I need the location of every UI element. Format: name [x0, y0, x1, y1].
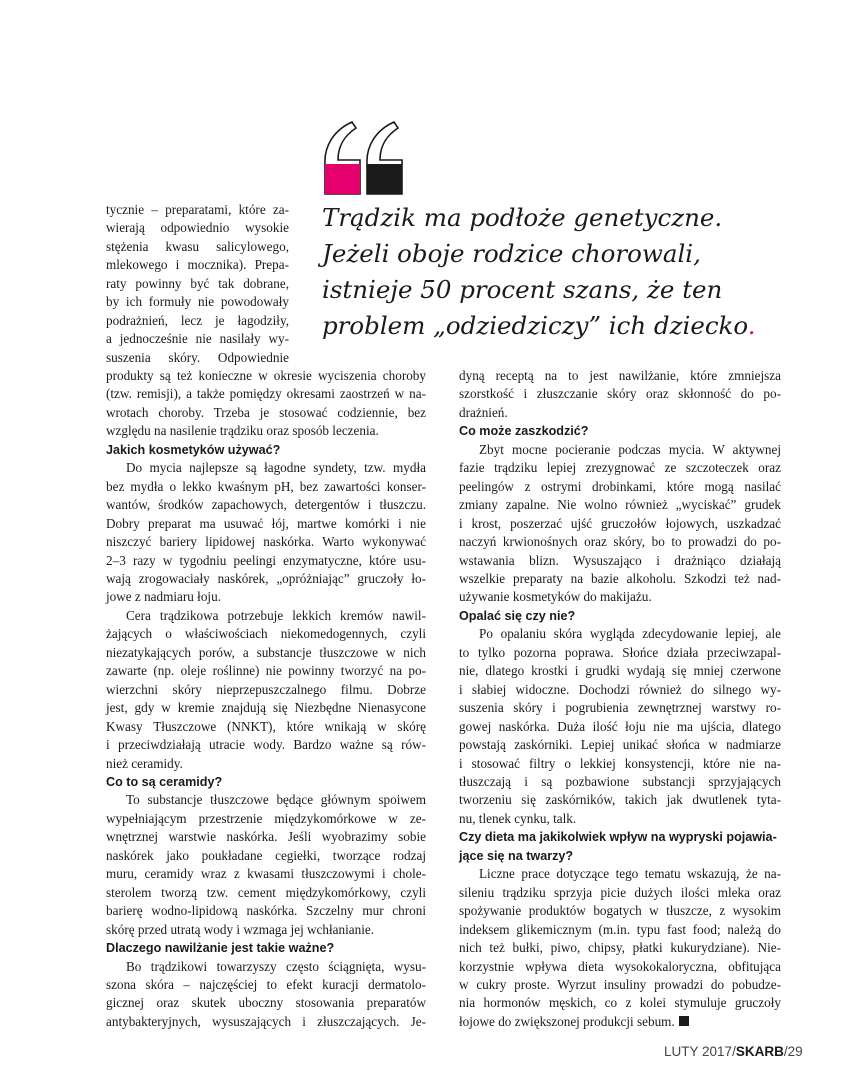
- section-heading: Co może zaszkodzić?: [459, 424, 589, 439]
- body-line: by ich formuły nie powodowały: [106, 294, 289, 310]
- body-line: niezatykających porów, a substancje tłuszczowe w nich: [106, 644, 426, 660]
- body-line: spożywanie produktów bogatych w tłuszcze, z wysokim: [459, 903, 781, 919]
- footer-separator: /: [783, 1044, 788, 1059]
- body-line: Dobry preparat ma usuwać łój, martwe komórki i nie: [106, 515, 426, 531]
- body-line: wierają odpowiednio wysokie: [106, 220, 289, 236]
- section-heading: Czy dieta ma jakikolwiek wpływ na wypryski pojawia-: [459, 830, 777, 845]
- body-line: Zbyt mocne pocieranie podczas mycia. W aktywnej: [479, 441, 781, 457]
- body-line: dyną receptą na to jest nawilżanie, które zmniejsza: [459, 368, 781, 383]
- pull-quote-line: [322, 308, 782, 344]
- body-line: nież ceramidy.: [106, 755, 183, 771]
- body-line: naskórek jako poukładane cegiełki, tworzące rodzaj: [106, 847, 426, 863]
- issue-date: LUTY 2017: [664, 1044, 733, 1059]
- article-column-left: [106, 367, 426, 1031]
- body-line: wantów, środków zapachowych, detergentów i tłuszczu.: [106, 497, 426, 513]
- body-line: nia hormonów męskich, co z kolei stymuluje gruczoły: [459, 995, 781, 1011]
- body-line: zawarte (np. oleje roślinne) nie powinny tworzyć na po-: [106, 663, 426, 679]
- body-line: Kwasy Tłuszczowe (NNKT), które wnikają w skórę: [106, 718, 426, 734]
- body-line: To substancje tłuszczowe będące głównym spoiwem: [126, 792, 426, 808]
- pull-quote-end-dot: .: [747, 311, 756, 340]
- section-heading: Dlaczego nawilżanie jest takie ważne?: [106, 941, 335, 956]
- section-heading: Co to są ceramidy?: [106, 774, 223, 789]
- quote-mark-icon: [322, 120, 408, 198]
- body-line: fazie trądziku lepiej zrezygnować ze szczoteczek oraz: [459, 460, 781, 476]
- body-line: wszelkie preparaty na bazie alkoholu. Szkodzi też nad-: [459, 570, 781, 586]
- article-column-left-top: [106, 201, 289, 367]
- body-line: tworzeniu się zaskórników, takich jak dwutlenek tyta-: [459, 792, 781, 808]
- body-line: używanie kosmetyków do makijażu.: [459, 589, 652, 605]
- body-line: wstawania blizn. Wysuszająco i drażniąco działają: [459, 552, 781, 568]
- body-line: to tylko pozorna poprawa. Słońce działa przeciwzapal-: [459, 644, 781, 660]
- body-line: szorstkość i złuszczanie skóry oraz skłonność do po-: [459, 386, 781, 402]
- body-line: nu, tlenek cynku, talk.: [459, 810, 577, 826]
- body-line: muru, ceramidy wraz z kwasami tłuszczowymi i chole-: [106, 866, 426, 882]
- body-line: peelingów z ostrymi drobinkami, które mogą nasilać: [459, 478, 781, 494]
- body-line: (tzw. remisji), a także pomiędzy okresami zaostrzeń w na-: [106, 386, 426, 402]
- magazine-name: SKARB: [735, 1044, 784, 1059]
- body-line: indeksem glikemicznym (m.in. typu fast food; należą do: [459, 921, 781, 937]
- body-line: Cera trądzikowa potrzebuje lekkich kremów nawil-: [126, 607, 426, 623]
- body-line: naczyń krwionośnych oraz skóry, bo to prowadzi do po-: [459, 534, 781, 550]
- body-line: Po opalaniu skóra wygląda zdecydowanie lepiej, ale: [479, 626, 781, 642]
- body-line: gicznej oraz skutek uboczny stosowania preparatów: [106, 995, 426, 1011]
- body-line: tycznie – preparatami, które za-: [106, 202, 289, 217]
- body-line: zmiany zapalne. Nie wolno również „wyciskać” grudek: [459, 497, 781, 513]
- body-line: w cukry proste. Wyrzut insuliny prowadzi do pobudze-: [459, 976, 781, 992]
- body-line: nich też bułki, piwo, chipsy, płatki kukurydziane). Nie-: [459, 940, 781, 956]
- body-line: jest, gdy w kremie znajdują się Niezbędne Nienasycone: [106, 700, 426, 716]
- body-line: Do mycia najlepsze są łagodne syndety, tzw. mydła: [126, 460, 426, 476]
- body-line: sileniu trądziku sprzyja picie dużych ilości mleka oraz: [459, 884, 781, 900]
- body-line: wrotach choroby. Trzeba je stosować codziennie, bez: [106, 404, 426, 420]
- body-line: produkty są też konieczne w okresie wyciszenia choroby: [106, 368, 426, 383]
- body-line: żających o właściwościach niekomedogennych, czyli: [106, 626, 426, 642]
- body-line: raty powinny być tak dobrane,: [106, 275, 289, 291]
- body-line: tłuszczają i są pozbawione substancji sprzyjających: [459, 773, 781, 789]
- page-number: 29: [787, 1044, 803, 1059]
- body-line: wierzchni skóry nieprzepuszczalnego filmu. Dobrze: [106, 681, 426, 697]
- body-line: skórę przed utratą wody i wzmaga jej wchłanianie.: [106, 921, 375, 937]
- article-column-right: [459, 367, 781, 1031]
- body-line: bez mydła o lekko kwaśnym pH, bez zawartości konser-: [106, 478, 426, 494]
- body-line: wnętrznej warstwie naskórka. Jeśli wyobrazimy sobie: [106, 829, 426, 845]
- pull-quote: [322, 200, 782, 344]
- body-line: sterolem tworzą tzw. cement międzykomórkowy, czyli: [106, 884, 426, 900]
- body-line: Liczne prace dotyczące tego tematu wskazują, że na-: [479, 866, 781, 882]
- body-line: a jednocześnie nie nasilały wy-: [106, 331, 289, 347]
- body-line: suszenia skóry i pogrubienia zewnętrznej warstwy ro-: [459, 700, 781, 716]
- section-heading: Opalać się czy nie?: [459, 608, 576, 623]
- body-line: Bo trądzikowi towarzyszy często ściągnięta, wysu-: [126, 958, 426, 974]
- body-line: szona skóra – najczęściej to efekt kuracji dermatolo-: [106, 976, 426, 992]
- body-line: i krost, poszerzać ujść gruczołów łojowych, uszkadzać: [459, 515, 781, 531]
- body-line: gowej naskórka. Duża ilość łoju nie ma ujścia, dlatego: [459, 718, 781, 734]
- body-line: nie, dlatego krostki i grudki wydają się mniej czerwone: [459, 663, 781, 679]
- page-footer: [664, 1044, 803, 1059]
- body-line: i stosować filtry o lekkiej konsystencji, które nie na-: [459, 755, 781, 771]
- section-heading: Jakich kosmetyków używać?: [106, 442, 281, 457]
- body-line: wypełniającym przestrzenie międzykomórkowe w ze-: [106, 810, 426, 826]
- pull-quote-line-text: problem „odziedziczy” ich dziecko: [322, 311, 748, 340]
- body-line: [459, 1013, 781, 1031]
- body-line: antybakteryjnych, wysuszających i złuszczających. Je-: [106, 1013, 426, 1029]
- pull-quote-line: istnieje 50 procent szans, że ten: [322, 275, 723, 304]
- body-line: suszenia skóry. Odpowiednie: [106, 349, 289, 365]
- end-of-article-mark: [679, 1016, 689, 1026]
- pull-quote-line: Trądzik ma podłoże genetyczne.: [322, 203, 723, 232]
- body-line: niszczyć bariery lipidowej naskórka. Warto wykonywać: [106, 534, 426, 550]
- body-line: drażnień.: [459, 404, 508, 420]
- body-line-text: łojowe do zwiększonej produkcji sebum.: [459, 1013, 675, 1029]
- footer-separator: /: [732, 1044, 736, 1059]
- section-heading: jące się na twarzy?: [459, 848, 574, 863]
- body-line: i przeciwdziałają utracie wody. Bardzo ważne są rów-: [106, 737, 426, 753]
- body-line: mlekowego i mocznika). Prepa-: [106, 257, 289, 273]
- body-line: jowe z nadmiaru łoju.: [106, 589, 221, 605]
- body-line: stężenia kwasu salicylowego,: [106, 238, 289, 254]
- body-line: wają zrogowaciały naskórek, „opróżniając” gruczoły ło-: [106, 570, 426, 586]
- body-line: podrażnień, lecz je łagodziły,: [106, 312, 289, 328]
- body-line: korzystnie wpływa dieta wysokokaloryczna, obfitująca: [459, 958, 781, 974]
- body-line: względu na nasilenie trądziku oraz sposób leczenia.: [106, 423, 379, 439]
- pull-quote-line: Jeżeli oboje rodzice chorowali,: [322, 239, 701, 268]
- body-line: i słabiej widoczne. Dochodzi również do silnego wy-: [459, 681, 781, 697]
- body-line: powstają zaskórniki. Lepiej unikać słońca w nadmiarze: [459, 737, 781, 753]
- body-line: 2–3 razy w tygodniu peelingi enzymatyczne, które usu-: [106, 552, 426, 568]
- body-line: barierę wodno-lipidową naskórka. Szczelny mur chroni: [106, 903, 426, 919]
